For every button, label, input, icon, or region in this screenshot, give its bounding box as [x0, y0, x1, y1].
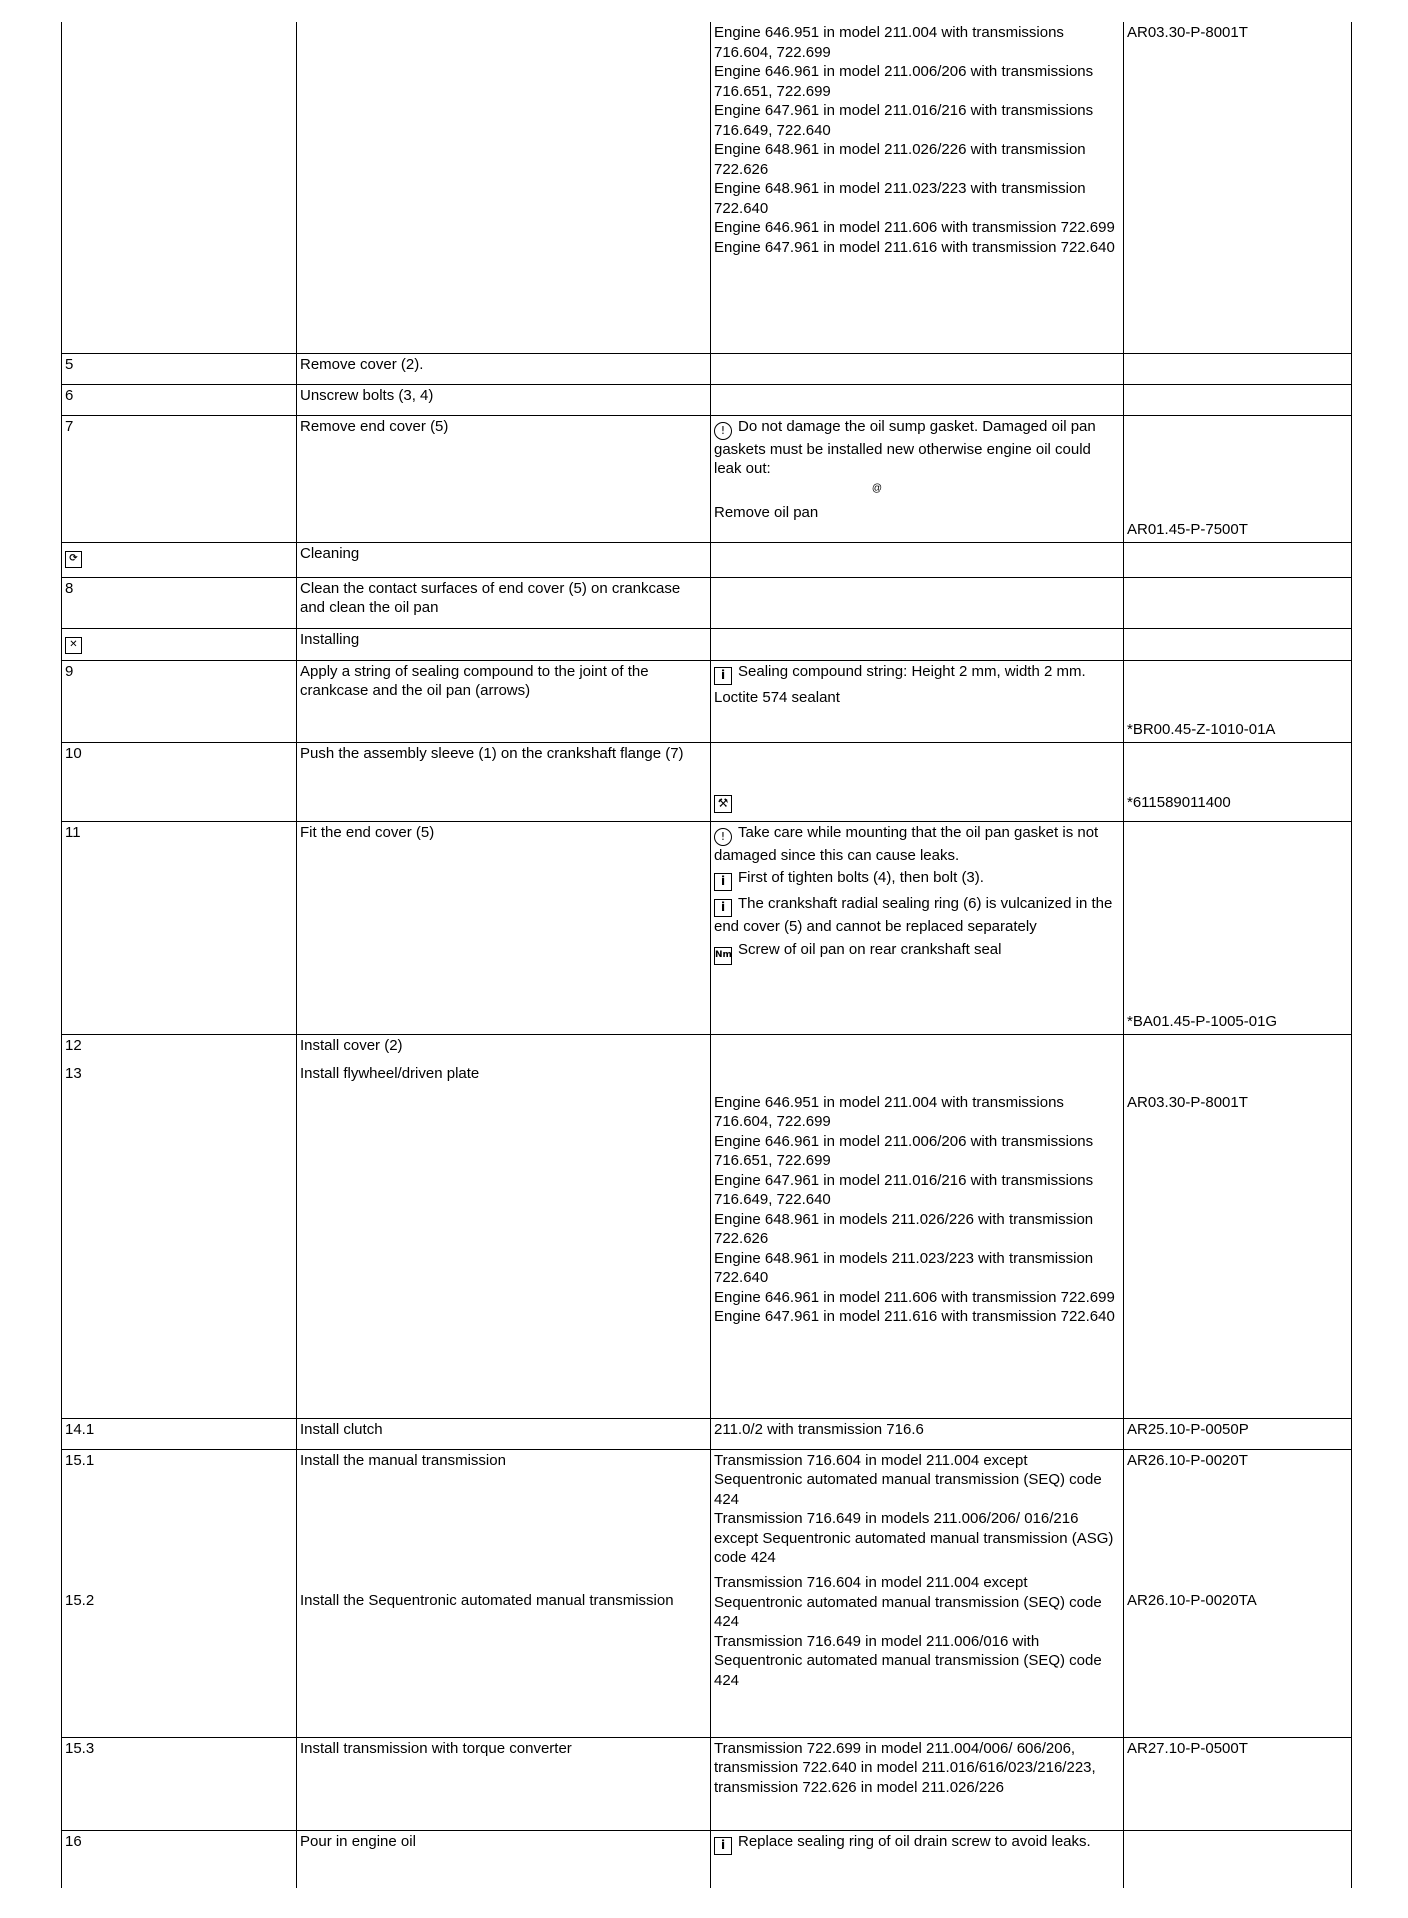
info-note: Replace sealing ring of oil drain screw to avoid leaks. [738, 1832, 1091, 1850]
torque-note: Screw of oil pan on rear crankshaft seal [738, 940, 1002, 958]
reference-cell [1124, 1418, 1352, 1449]
step-action: Remove cover (2). [297, 353, 711, 384]
step-number: 11 [62, 821, 297, 1034]
condition-line: Transmission 716.649 in models 211.006/206/ 016/216 except Sequentronic automated manual transmission (ASG) code 424 [714, 1510, 1114, 1566]
engine-line: Engine 646.961 in model 211.006/206 with transmissions 716.651, 722.699 [714, 1132, 1094, 1169]
step-number: 6 [62, 384, 297, 415]
engine-line: Engine 647.961 in model 211.616 with transmission 722.640 [714, 1308, 1115, 1325]
engine-line: Engine 646.951 in model 211.004 with transmissions 716.604, 722.699 [714, 24, 1064, 61]
step-action: Apply a string of sealing compound to the joint of the crankcase and the oil pan (arrows) [297, 660, 711, 742]
table-row [62, 1418, 1352, 1449]
engine-line: Engine 647.961 in model 211.616 with transmission 722.640 [714, 238, 1115, 256]
reference-link[interactable]: AR26.10-P-0020T [1127, 1451, 1248, 1469]
reference-link[interactable]: *611589011400 [1127, 794, 1231, 811]
table-row [62, 415, 1352, 542]
reference-cell [1124, 22, 1352, 353]
table-row [62, 742, 1352, 821]
step-number: 16 [62, 1830, 297, 1888]
condition-line: Transmission 716.649 in model 211.006/016 with Sequentronic automated manual transmission (SEQ) code 424 [714, 1632, 1102, 1689]
condition-cell [711, 1449, 1124, 1737]
special-tool-icon: ⚒ [714, 795, 732, 813]
step-number: 14.1 [62, 1418, 297, 1449]
info-icon: i [714, 667, 732, 685]
step-action: Push the assembly sleeve (1) on the crankshaft flange (7) [297, 742, 711, 821]
step-action: Install flywheel/driven plate [300, 1065, 480, 1082]
reference-link[interactable]: AR01.45-P-7500T [1127, 521, 1248, 538]
condition-cell [711, 660, 1124, 742]
step-number-cell [62, 1449, 297, 1737]
step-action: Fit the end cover (5) [297, 821, 711, 1034]
step-action: Install cover (2) [300, 1036, 403, 1054]
engine-line: Engine 646.961 in model 211.606 with transmission 722.699 [714, 219, 1115, 236]
table-row [62, 1830, 1352, 1888]
table-row [62, 1034, 1352, 1418]
table-row [62, 628, 1352, 660]
table-row [62, 384, 1352, 415]
engine-line: Engine 647.961 in model 211.016/216 with transmissions 716.649, 722.640 [714, 1171, 1094, 1208]
engine-line: Engine 646.951 in model 211.004 with transmissions 716.604, 722.699 [714, 1093, 1064, 1130]
condition-line: Transmission 716.604 in model 211.004 except Sequentronic automated manual transmission (SEQ) code 424 [714, 1451, 1102, 1508]
caution-note: Do not damage the oil sump gasket. Damaged oil pan gaskets must be installed new otherwise engine oil could leak out: [714, 417, 1096, 477]
condition-cell [711, 22, 1124, 353]
step-number-cell [62, 1034, 297, 1418]
section-label: Cleaning [297, 542, 711, 577]
reference-cell [1124, 1449, 1352, 1737]
torque-icon: Nm [714, 947, 732, 965]
info-icon: i [714, 899, 732, 917]
condition-line: Transmission 716.604 in model 211.004 except Sequentronic automated manual transmission (SEQ) code 424 [714, 1574, 1102, 1630]
table-row [62, 821, 1352, 1034]
condition-cell: Transmission 722.699 in model 211.004/006/ 606/206, transmission 722.640 in model 211.016/616/023/216/223, transmission 722.626 in model 211.026/226 [711, 1737, 1124, 1830]
table-row [62, 353, 1352, 384]
step-cell [62, 22, 297, 353]
caution-icon: ! [714, 828, 732, 846]
step-action: Install clutch [297, 1418, 711, 1449]
reference-cell [1124, 1034, 1352, 1418]
caution-note: Take care while mounting that the oil pan gasket is not damaged since this can cause leaks. [714, 823, 1099, 864]
step-number: 8 [62, 577, 297, 628]
table-row [62, 1449, 1352, 1737]
step-action-cell [297, 1034, 711, 1418]
step-action: Clean the contact surfaces of end cover (5) on crankcase and clean the oil pan [297, 577, 711, 628]
material-name: Loctite 574 sealant [714, 688, 840, 706]
step-action: Install the manual transmission [300, 1451, 506, 1469]
info-note: The crankshaft radial sealing ring (6) is vulcanized in the end cover (5) and cannot be replaced separately [714, 895, 1113, 935]
reference-cell [1124, 660, 1352, 742]
reference-link[interactable]: AR26.10-P-0020TA [1127, 1591, 1257, 1609]
procedure-table [61, 22, 1352, 1888]
caution-icon: ! [714, 422, 732, 440]
table-row [62, 22, 1352, 353]
engine-line: Engine 646.961 in model 211.006/206 with transmissions 716.651, 722.699 [714, 63, 1094, 100]
reference-cell [1124, 1737, 1352, 1830]
action-cell [297, 22, 711, 353]
info-note: First of tighten bolts (4), then bolt (3). [738, 869, 984, 886]
reference-link[interactable]: *BA01.45-P-1005-01G [1127, 1013, 1278, 1030]
step-action: Remove end cover (5) [297, 415, 711, 542]
step-number: 7 [62, 415, 297, 542]
reference-cell [1124, 415, 1352, 542]
reference-link[interactable]: *BR00.45-Z-1010-01A [1127, 721, 1276, 738]
step-number: 5 [62, 353, 297, 384]
section-label: Installing [297, 628, 711, 660]
engine-line: Engine 648.961 in models 211.023/223 with transmission 722.640 [714, 1249, 1094, 1286]
reference-link[interactable]: AR27.10-P-0500T [1127, 1739, 1248, 1757]
engine-line: Engine 646.961 in model 211.606 with transmission 722.699 [714, 1288, 1115, 1306]
engine-line: Engine 648.961 in model 211.026/226 with transmission 722.626 [714, 141, 1086, 178]
reference-link[interactable]: AR03.30-P-8001T [1127, 24, 1248, 41]
reference-link[interactable]: AR03.30-P-8001T [1127, 1093, 1248, 1111]
step-number: 15.1 [65, 1451, 95, 1469]
installing-icon: ✕ [65, 637, 82, 654]
info-icon: i [714, 1837, 732, 1855]
engine-line: Engine 648.961 in model 211.023/223 with transmission 722.640 [714, 180, 1086, 217]
condition-cell [711, 1830, 1124, 1888]
step-action-cell [297, 1449, 711, 1737]
table-row [62, 1737, 1352, 1830]
step-number: 15.2 [65, 1591, 95, 1609]
step-number: 13 [65, 1065, 82, 1082]
reference-cell [1124, 742, 1352, 821]
table-row [62, 660, 1352, 742]
step-number: 12 [65, 1036, 82, 1054]
procedure-sheet [61, 22, 1351, 1888]
step-number: 10 [62, 742, 297, 821]
cleaning-icon: ⟳ [65, 551, 82, 568]
info-icon: i [714, 873, 732, 891]
info-note: Sealing compound string: Height 2 mm, width 2 mm. [738, 662, 1086, 680]
table-row [62, 577, 1352, 628]
sub-operation: Remove oil pan [714, 503, 819, 521]
engine-line: Engine 647.961 in model 211.016/216 with transmissions 716.649, 722.640 [714, 102, 1094, 139]
step-action: Pour in engine oil [297, 1830, 711, 1888]
table-row [62, 542, 1352, 577]
step-action: Unscrew bolts (3, 4) [297, 384, 711, 415]
condition-cell [711, 742, 1124, 821]
reference-cell [1124, 821, 1352, 1034]
condition-cell [711, 821, 1124, 1034]
condition-cell [711, 415, 1124, 542]
step-action: Install the Sequentronic automated manual transmission [300, 1591, 674, 1609]
step-action: Install transmission with torque converter [297, 1737, 711, 1830]
engine-line: Engine 648.961 in models 211.026/226 with transmission 722.626 [714, 1210, 1094, 1247]
condition-cell [711, 1034, 1124, 1418]
condition-cell: 211.0/2 with transmission 716.6 [711, 1418, 1124, 1449]
reference-link[interactable]: AR25.10-P-0050P [1127, 1420, 1249, 1438]
step-number: 15.3 [62, 1737, 297, 1830]
at-mark: @ [871, 482, 883, 494]
step-number: 9 [62, 660, 297, 742]
